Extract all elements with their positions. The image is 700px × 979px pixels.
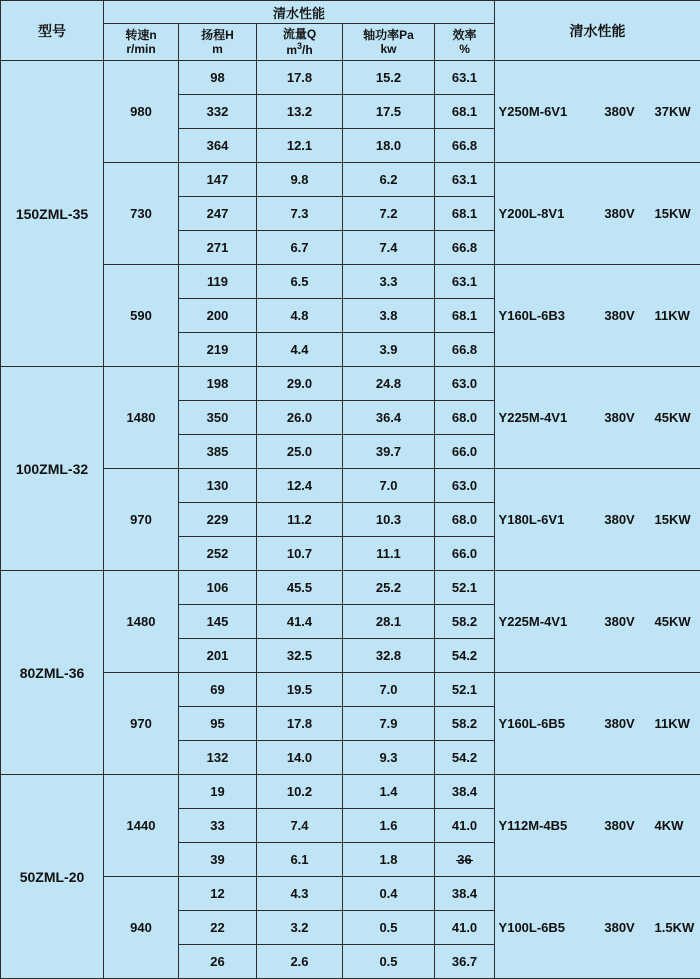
- motor-model: Y100L-6B5: [499, 920, 585, 935]
- motor-model: Y225M-4V1: [499, 614, 585, 629]
- cell-eff: 36: [435, 843, 495, 877]
- cell-speed: 980: [104, 61, 179, 163]
- cell-flow: 19.5: [257, 673, 343, 707]
- cell-eff: 66.0: [435, 537, 495, 571]
- cell-head: 332: [179, 95, 257, 129]
- motor-voltage: 380V: [603, 308, 637, 323]
- cell-eff: 63.0: [435, 469, 495, 503]
- cell-flow: 14.0: [257, 741, 343, 775]
- cell-eff: 63.1: [435, 265, 495, 299]
- cell-eff: 54.2: [435, 741, 495, 775]
- cell-head: 201: [179, 639, 257, 673]
- header-clear-water-group: 清水性能: [104, 1, 495, 24]
- table-row: [1, 469, 700, 503]
- cell-motor: [495, 265, 700, 367]
- cell-speed: 970: [104, 673, 179, 775]
- cell-head: 364: [179, 129, 257, 163]
- cell-flow: 13.2: [257, 95, 343, 129]
- cell-eff: 68.1: [435, 299, 495, 333]
- cell-flow: 9.8: [257, 163, 343, 197]
- cell-eff: 66.0: [435, 435, 495, 469]
- cell-power: 36.4: [343, 401, 435, 435]
- cell-model: 100ZML-32: [1, 367, 104, 571]
- cell-flow: 26.0: [257, 401, 343, 435]
- cell-power: 0.5: [343, 911, 435, 945]
- cell-eff: 68.0: [435, 503, 495, 537]
- motor-voltage: 380V: [603, 818, 637, 833]
- cell-flow: 2.6: [257, 945, 343, 979]
- cell-power: 7.0: [343, 673, 435, 707]
- cell-eff: 38.4: [435, 877, 495, 911]
- cell-power: 39.7: [343, 435, 435, 469]
- cell-eff: 41.0: [435, 809, 495, 843]
- cell-eff: 52.1: [435, 673, 495, 707]
- cell-power: 0.5: [343, 945, 435, 979]
- cell-motor: [495, 673, 700, 775]
- cell-flow: 4.4: [257, 333, 343, 367]
- cell-model: 50ZML-20: [1, 775, 104, 979]
- header-head: 扬程H m: [179, 24, 257, 61]
- cell-head: 98: [179, 61, 257, 95]
- cell-eff: 68.1: [435, 197, 495, 231]
- cell-model: 150ZML-35: [1, 61, 104, 367]
- cell-head: 12: [179, 877, 257, 911]
- cell-flow: 6.5: [257, 265, 343, 299]
- motor-power: 15KW: [655, 206, 697, 221]
- cell-eff: 54.2: [435, 639, 495, 673]
- cell-flow: 6.7: [257, 231, 343, 265]
- cell-eff: 52.1: [435, 571, 495, 605]
- cell-power: 25.2: [343, 571, 435, 605]
- header-row-top: [1, 1, 700, 24]
- cell-head: 95: [179, 707, 257, 741]
- cell-eff: 38.4: [435, 775, 495, 809]
- cell-head: 26: [179, 945, 257, 979]
- cell-power: 1.8: [343, 843, 435, 877]
- cell-power: 7.9: [343, 707, 435, 741]
- cell-head: 271: [179, 231, 257, 265]
- cell-head: 147: [179, 163, 257, 197]
- cell-head: 119: [179, 265, 257, 299]
- cell-power: 3.9: [343, 333, 435, 367]
- cell-flow: 29.0: [257, 367, 343, 401]
- motor-model: Y250M-6V1: [499, 104, 585, 119]
- motor-model: Y160L-6B5: [499, 716, 585, 731]
- motor-voltage: 380V: [603, 614, 637, 629]
- cell-head: 130: [179, 469, 257, 503]
- cell-eff: 58.2: [435, 707, 495, 741]
- cell-power: 18.0: [343, 129, 435, 163]
- header-speed: 转速n r/min: [104, 24, 179, 61]
- cell-eff: 66.8: [435, 231, 495, 265]
- table-row: [1, 775, 700, 809]
- header-shaft-power: 轴功率Pa kw: [343, 24, 435, 61]
- cell-eff: 36.7: [435, 945, 495, 979]
- cell-eff: 58.2: [435, 605, 495, 639]
- cell-power: 1.6: [343, 809, 435, 843]
- motor-voltage: 380V: [603, 410, 637, 425]
- cell-flow: 7.4: [257, 809, 343, 843]
- cell-head: 252: [179, 537, 257, 571]
- header-motor: 清水性能: [495, 1, 700, 61]
- cell-head: 229: [179, 503, 257, 537]
- cell-flow: 17.8: [257, 707, 343, 741]
- cell-head: 350: [179, 401, 257, 435]
- cell-flow: 17.8: [257, 61, 343, 95]
- cell-eff: 63.0: [435, 367, 495, 401]
- header-model: 型号: [1, 1, 104, 61]
- cell-eff: 66.8: [435, 129, 495, 163]
- cell-flow: 4.8: [257, 299, 343, 333]
- cell-flow: 41.4: [257, 605, 343, 639]
- cell-power: 7.2: [343, 197, 435, 231]
- cell-head: 33: [179, 809, 257, 843]
- cell-head: 247: [179, 197, 257, 231]
- motor-power: 37KW: [655, 104, 697, 119]
- cell-power: 32.8: [343, 639, 435, 673]
- cell-flow: 11.2: [257, 503, 343, 537]
- motor-model: Y160L-6B3: [499, 308, 585, 323]
- motor-power: 11KW: [655, 308, 697, 323]
- motor-power: 45KW: [655, 614, 697, 629]
- table-row: [1, 367, 700, 401]
- cell-motor: [495, 571, 700, 673]
- cell-flow: 10.7: [257, 537, 343, 571]
- cell-flow: 7.3: [257, 197, 343, 231]
- table-row: [1, 163, 700, 197]
- cell-head: 106: [179, 571, 257, 605]
- cell-eff: 66.8: [435, 333, 495, 367]
- motor-voltage: 380V: [603, 920, 637, 935]
- cell-power: 3.8: [343, 299, 435, 333]
- cell-power: 7.4: [343, 231, 435, 265]
- cell-speed: 1480: [104, 367, 179, 469]
- motor-voltage: 380V: [603, 512, 637, 527]
- motor-power: 15KW: [655, 512, 697, 527]
- cell-flow: 45.5: [257, 571, 343, 605]
- motor-power: 4KW: [655, 818, 697, 833]
- motor-voltage: 380V: [603, 206, 637, 221]
- cell-head: 22: [179, 911, 257, 945]
- cell-power: 3.3: [343, 265, 435, 299]
- cell-power: 7.0: [343, 469, 435, 503]
- cell-head: 145: [179, 605, 257, 639]
- motor-model: Y180L-6V1: [499, 512, 585, 527]
- cell-eff: 41.0: [435, 911, 495, 945]
- cell-head: 39: [179, 843, 257, 877]
- cell-motor: [495, 469, 700, 571]
- cell-flow: 12.1: [257, 129, 343, 163]
- cell-motor: [495, 163, 700, 265]
- header-flow: 流量Q $m^3/h$: [257, 24, 343, 61]
- cell-power: 15.2: [343, 61, 435, 95]
- cell-power: 24.8: [343, 367, 435, 401]
- cell-eff: 63.1: [435, 163, 495, 197]
- cell-speed: 940: [104, 877, 179, 979]
- motor-model: Y112M-4B5: [499, 818, 585, 833]
- cell-head: 219: [179, 333, 257, 367]
- cell-flow: 3.2: [257, 911, 343, 945]
- motor-power: 45KW: [655, 410, 697, 425]
- motor-power: 1.5KW: [655, 920, 697, 935]
- cell-flow: 10.2: [257, 775, 343, 809]
- table-row: [1, 673, 700, 707]
- cell-model: 80ZML-36: [1, 571, 104, 775]
- cell-head: 69: [179, 673, 257, 707]
- table-row: [1, 877, 700, 911]
- cell-eff: 68.1: [435, 95, 495, 129]
- header-efficiency: 效率 %: [435, 24, 495, 61]
- cell-speed: 730: [104, 163, 179, 265]
- cell-head: 132: [179, 741, 257, 775]
- cell-power: 11.1: [343, 537, 435, 571]
- cell-head: 198: [179, 367, 257, 401]
- motor-power: 11KW: [655, 716, 697, 731]
- cell-power: 17.5: [343, 95, 435, 129]
- cell-power: 0.4: [343, 877, 435, 911]
- cell-flow: 32.5: [257, 639, 343, 673]
- cell-flow: 4.3: [257, 877, 343, 911]
- cell-power: 9.3: [343, 741, 435, 775]
- cell-eff: 63.1: [435, 61, 495, 95]
- cell-power: 6.2: [343, 163, 435, 197]
- cell-speed: 1440: [104, 775, 179, 877]
- cell-eff: 68.0: [435, 401, 495, 435]
- table-row: [1, 571, 700, 605]
- cell-motor: [495, 775, 700, 877]
- cell-speed: 590: [104, 265, 179, 367]
- cell-motor: [495, 367, 700, 469]
- cell-power: 1.4: [343, 775, 435, 809]
- motor-voltage: 380V: [603, 104, 637, 119]
- motor-voltage: 380V: [603, 716, 637, 731]
- cell-head: 200: [179, 299, 257, 333]
- cell-flow: 6.1: [257, 843, 343, 877]
- table-row: [1, 61, 700, 95]
- cell-motor: [495, 877, 700, 979]
- motor-model: Y225M-4V1: [499, 410, 585, 425]
- cell-power: 10.3: [343, 503, 435, 537]
- cell-flow: 12.4: [257, 469, 343, 503]
- cell-speed: 1480: [104, 571, 179, 673]
- cell-motor: [495, 61, 700, 163]
- table-row: [1, 265, 700, 299]
- cell-head: 385: [179, 435, 257, 469]
- cell-flow: 25.0: [257, 435, 343, 469]
- cell-speed: 970: [104, 469, 179, 571]
- cell-head: 19: [179, 775, 257, 809]
- motor-model: Y200L-8V1: [499, 206, 585, 221]
- cell-power: 28.1: [343, 605, 435, 639]
